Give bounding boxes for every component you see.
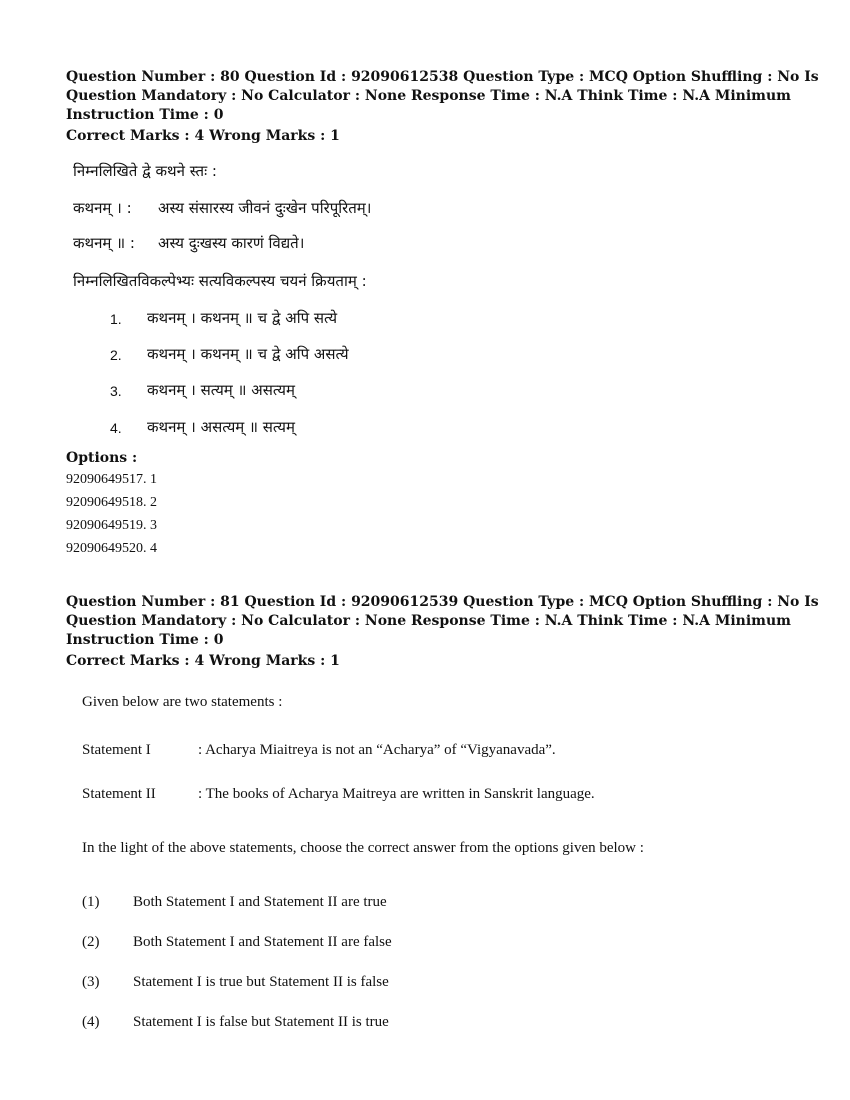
q80-choice-num: 2.: [110, 347, 122, 363]
q80-choice-text: कथनम् । कथनम् ॥ च द्वे अपि सत्ये: [147, 309, 338, 327]
q80-option: 92090649519. 3: [66, 518, 157, 533]
q81-statement1-label: Statement I: [82, 742, 151, 758]
q80-option: 92090649517. 1: [66, 472, 157, 487]
q80-meta-line1: Question Number : 80 Question Id : 92090612538 Question Type : MCQ Option Shuffling : No Is: [66, 69, 819, 85]
q80-meta: [66, 68, 819, 125]
q80-statement1-text: अस्य संसारस्य जीवनं दुःखेन परिपूरितम्।: [158, 199, 372, 217]
q80-option: 92090649518. 2: [66, 495, 157, 510]
q81-marks: Correct Marks : 4 Wrong Marks : 1: [66, 653, 340, 669]
q80-choice-num: 4.: [110, 420, 122, 436]
q81-choice-text: Statement I is true but Statement II is false: [133, 974, 389, 990]
q81-choice-text: Both Statement I and Statement II are true: [133, 894, 387, 910]
q80-instruction: निम्नलिखितविकल्पेभ्यः सत्यविकल्पस्य चयनं क्रियताम् :: [73, 272, 367, 290]
q80-statement2-label: कथनम् ॥ :: [73, 234, 135, 252]
q81-choice-text: Both Statement I and Statement II are false: [133, 934, 392, 950]
q80-option: 92090649520. 4: [66, 541, 157, 556]
q80-choice-text: कथनम् । सत्यम् ॥ असत्यम्: [147, 381, 295, 399]
q80-choice-num: 3.: [110, 383, 122, 399]
q81-choice-num: (2): [82, 934, 100, 950]
q80-intro: निम्नलिखिते द्वे कथने स्तः :: [73, 162, 217, 180]
q81-choice-num: (1): [82, 894, 100, 910]
q80-choice-text: कथनम् । कथनम् ॥ च द्वे अपि असत्ये: [147, 345, 349, 363]
q81-intro: Given below are two statements :: [82, 694, 283, 710]
q81-meta-line3: Instruction Time : 0: [66, 632, 224, 648]
q80-meta-line2: Question Mandatory : No Calculator : None Response Time : N.A Think Time : N.A Minimum: [66, 88, 791, 104]
q80-statement1-label: कथनम् । :: [73, 199, 132, 217]
q81-choice-num: (4): [82, 1014, 100, 1030]
q81-choice-text: Statement I is false but Statement II is true: [133, 1014, 389, 1030]
q81-statement2-text: : The books of Acharya Maitreya are written in Sanskrit language.: [198, 786, 595, 802]
q81-choice-num: (3): [82, 974, 100, 990]
q81-statement2-label: Statement II: [82, 786, 156, 802]
q80-marks: Correct Marks : 4 Wrong Marks : 1: [66, 128, 340, 144]
q81-instruction: In the light of the above statements, choose the correct answer from the options given below :: [82, 840, 644, 856]
q80-statement2-text: अस्य दुःखस्य कारणं विद्यते।: [158, 234, 305, 252]
q81-statement1-text: : Acharya Miaitreya is not an “Acharya” of “Vigyanavada”.: [198, 742, 556, 758]
q80-choice-text: कथनम् । असत्यम् ॥ सत्यम्: [147, 418, 295, 436]
q80-meta-line3: Instruction Time : 0: [66, 107, 224, 123]
q80-choice-num: 1.: [110, 311, 122, 327]
q81-meta-line2: Question Mandatory : No Calculator : None Response Time : N.A Think Time : N.A Minimum: [66, 613, 791, 629]
q81-meta: [66, 593, 819, 650]
q81-meta-line1: Question Number : 81 Question Id : 92090612539 Question Type : MCQ Option Shuffling : No Is: [66, 594, 819, 610]
q80-options-label: Options :: [66, 450, 138, 466]
